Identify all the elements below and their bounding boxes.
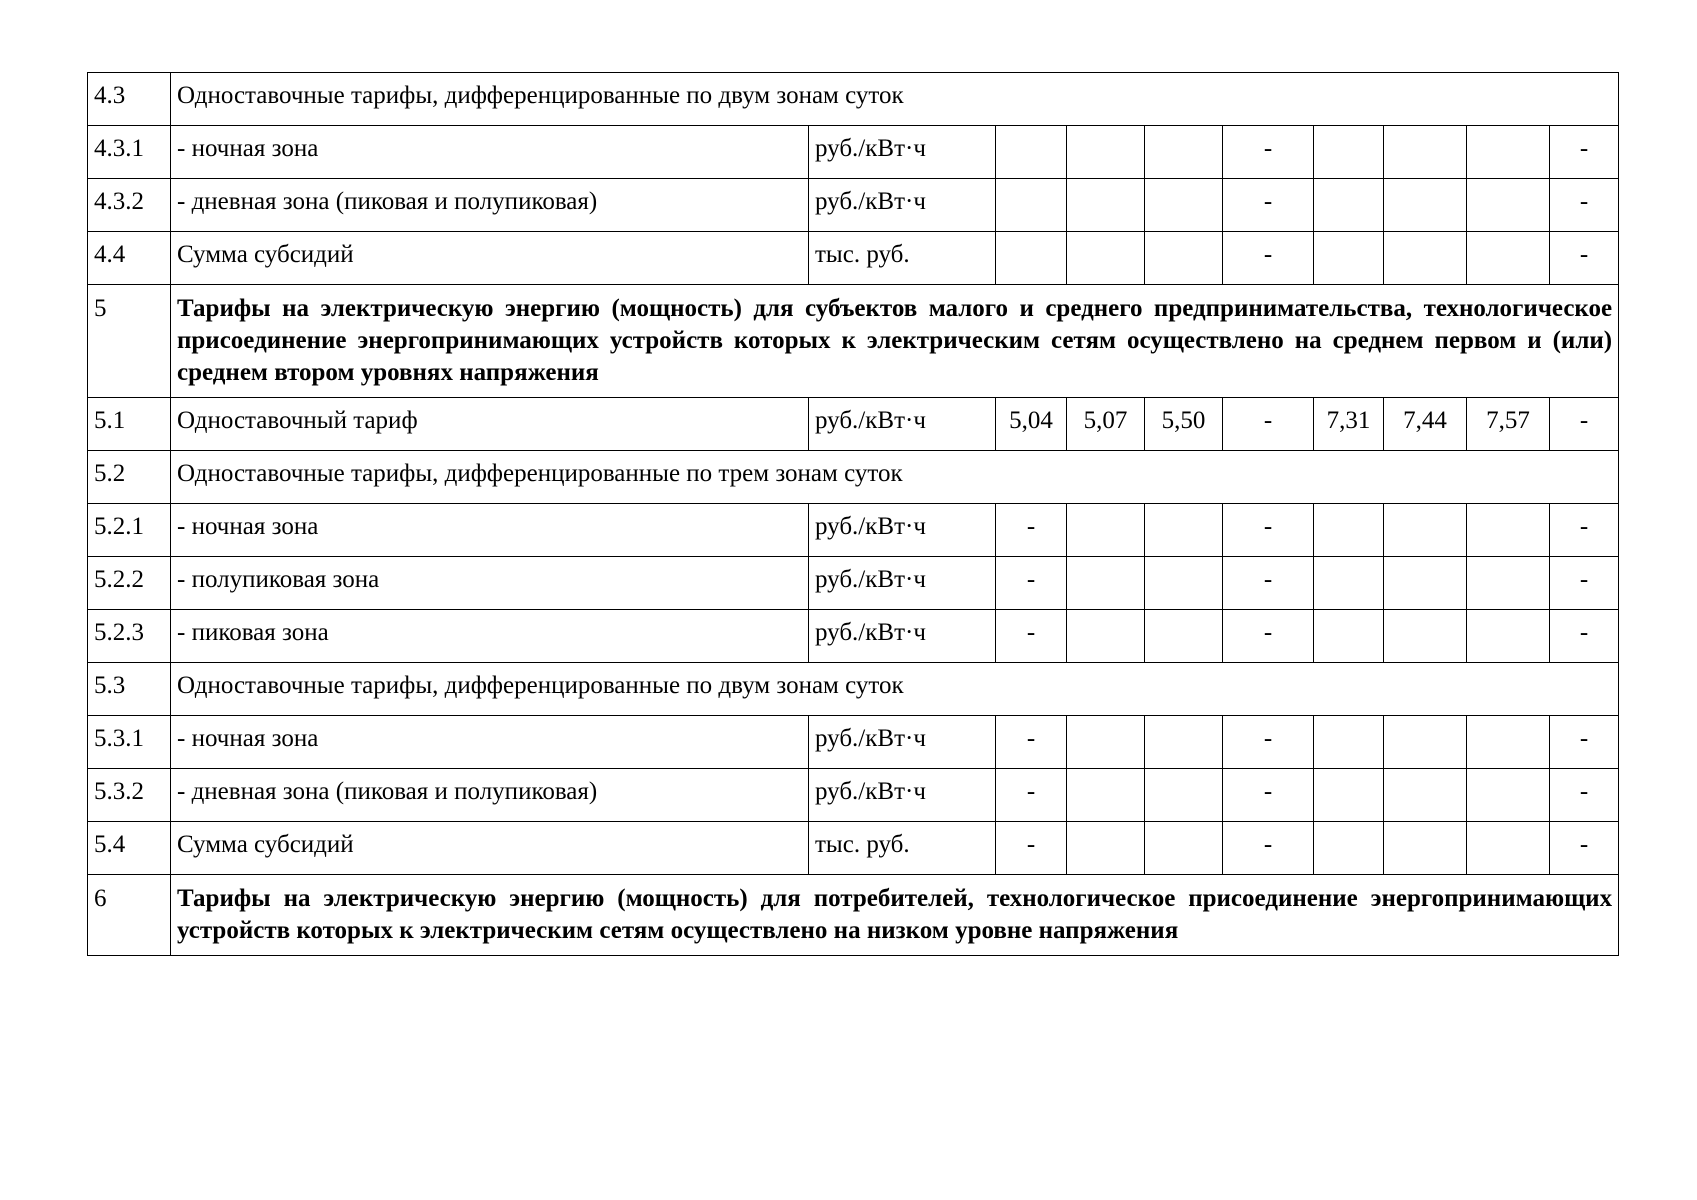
tariff-value-cell — [1384, 232, 1467, 285]
table-row — [88, 504, 1619, 557]
tariff-value-cell: - — [1550, 822, 1619, 875]
row-name: - дневная зона (пиковая и полупиковая) — [171, 769, 809, 822]
tariff-table — [87, 72, 1619, 956]
tariff-value-cell: 7,31 — [1314, 398, 1384, 451]
tariff-value-cell — [1145, 716, 1223, 769]
tariff-value-cell: - — [1223, 822, 1314, 875]
row-unit: руб./кВт·ч — [809, 179, 996, 232]
row-unit: руб./кВт·ч — [809, 126, 996, 179]
tariff-value-cell: - — [1223, 504, 1314, 557]
tariff-table-body — [88, 73, 1619, 956]
group-title: Одноставочные тарифы, дифференцированные по двум зонам суток — [171, 73, 1619, 126]
tariff-value-cell — [1067, 610, 1145, 663]
row-number: 5.1 — [88, 398, 171, 451]
tariff-value-cell — [996, 126, 1067, 179]
tariff-value-cell — [1314, 557, 1384, 610]
tariff-value-cell — [1314, 610, 1384, 663]
document-page — [87, 72, 1618, 956]
tariff-value-cell — [1067, 232, 1145, 285]
section-title: Тарифы на электрическую энергию (мощность) для субъектов малого и среднего предпринимательства, технологическое присоединение энергопринимающих устройств которых к электрическим сетям осуществлено на среднем первом и (или) среднем втором уровнях напряжения — [171, 285, 1619, 398]
tariff-value-cell — [1314, 769, 1384, 822]
tariff-value-cell — [1067, 716, 1145, 769]
tariff-value-cell — [1145, 557, 1223, 610]
group-row — [88, 451, 1619, 504]
row-number: 5 — [88, 285, 171, 398]
tariff-value-cell: - — [1550, 769, 1619, 822]
tariff-value-cell — [1067, 769, 1145, 822]
tariff-value-cell: 5,07 — [1067, 398, 1145, 451]
tariff-value-cell: - — [1550, 126, 1619, 179]
group-title: Одноставочные тарифы, дифференцированные по трем зонам суток — [171, 451, 1619, 504]
tariff-value-cell: 5,50 — [1145, 398, 1223, 451]
tariff-value-cell — [1467, 610, 1550, 663]
tariff-value-cell: - — [996, 716, 1067, 769]
tariff-value-cell: - — [1223, 126, 1314, 179]
row-unit: тыс. руб. — [809, 822, 996, 875]
tariff-value-cell — [1467, 557, 1550, 610]
tariff-value-cell: - — [1223, 557, 1314, 610]
tariff-value-cell: 7,57 — [1467, 398, 1550, 451]
tariff-value-cell: - — [1550, 179, 1619, 232]
group-title: Одноставочные тарифы, дифференцированные по двум зонам суток — [171, 663, 1619, 716]
row-name: Сумма субсидий — [171, 822, 809, 875]
row-number: 4.3 — [88, 73, 171, 126]
tariff-value-cell — [1314, 716, 1384, 769]
tariff-value-cell — [1467, 822, 1550, 875]
tariff-value-cell — [1314, 232, 1384, 285]
table-row — [88, 716, 1619, 769]
row-number: 4.3.1 — [88, 126, 171, 179]
tariff-value-cell — [1314, 822, 1384, 875]
tariff-value-cell — [1467, 126, 1550, 179]
tariff-value-cell — [1467, 769, 1550, 822]
tariff-value-cell — [1145, 179, 1223, 232]
tariff-value-cell: - — [1223, 232, 1314, 285]
tariff-value-cell — [1314, 179, 1384, 232]
tariff-value-cell — [1067, 504, 1145, 557]
tariff-value-cell: - — [996, 557, 1067, 610]
row-number: 5.2.3 — [88, 610, 171, 663]
row-unit: руб./кВт·ч — [809, 610, 996, 663]
group-row — [88, 663, 1619, 716]
row-number: 5.2.1 — [88, 504, 171, 557]
tariff-value-cell: - — [1223, 610, 1314, 663]
row-number: 6 — [88, 875, 171, 956]
row-name: - дневная зона (пиковая и полупиковая) — [171, 179, 809, 232]
row-unit: руб./кВт·ч — [809, 769, 996, 822]
section-header-row — [88, 875, 1619, 956]
tariff-value-cell — [1384, 557, 1467, 610]
row-name: Сумма субсидий — [171, 232, 809, 285]
tariff-value-cell: - — [1223, 179, 1314, 232]
tariff-value-cell — [1384, 610, 1467, 663]
tariff-value-cell — [1145, 769, 1223, 822]
tariff-value-cell — [1384, 126, 1467, 179]
row-name: - пиковая зона — [171, 610, 809, 663]
tariff-value-cell — [1384, 769, 1467, 822]
tariff-value-cell: - — [1550, 610, 1619, 663]
tariff-value-cell — [1384, 504, 1467, 557]
tariff-value-cell — [1314, 504, 1384, 557]
tariff-value-cell — [996, 232, 1067, 285]
row-unit: тыс. руб. — [809, 232, 996, 285]
tariff-value-cell — [1467, 504, 1550, 557]
row-unit: руб./кВт·ч — [809, 504, 996, 557]
tariff-value-cell: - — [1550, 716, 1619, 769]
table-row — [88, 610, 1619, 663]
tariff-value-cell — [1067, 822, 1145, 875]
section-header-row — [88, 285, 1619, 398]
table-row — [88, 179, 1619, 232]
row-name: Одноставочный тариф — [171, 398, 809, 451]
tariff-value-cell: - — [996, 822, 1067, 875]
row-number: 5.2.2 — [88, 557, 171, 610]
tariff-value-cell — [1384, 179, 1467, 232]
tariff-value-cell — [1145, 822, 1223, 875]
tariff-value-cell — [1067, 557, 1145, 610]
row-name: - ночная зона — [171, 716, 809, 769]
tariff-value-cell: 7,44 — [1384, 398, 1467, 451]
tariff-value-cell: - — [996, 610, 1067, 663]
tariff-value-cell — [1067, 179, 1145, 232]
tariff-value-cell — [1467, 232, 1550, 285]
tariff-value-cell — [1145, 126, 1223, 179]
tariff-value-cell — [1467, 716, 1550, 769]
tariff-value-cell: - — [1223, 769, 1314, 822]
tariff-value-cell: - — [1550, 557, 1619, 610]
tariff-value-cell — [1384, 716, 1467, 769]
tariff-value-cell — [1145, 610, 1223, 663]
group-row — [88, 73, 1619, 126]
row-number: 5.4 — [88, 822, 171, 875]
table-row — [88, 557, 1619, 610]
row-name: - ночная зона — [171, 126, 809, 179]
tariff-value-cell — [1384, 822, 1467, 875]
tariff-value-cell — [1067, 126, 1145, 179]
tariff-value-cell: - — [996, 504, 1067, 557]
row-name: - ночная зона — [171, 504, 809, 557]
tariff-value-cell: - — [996, 769, 1067, 822]
row-number: 5.3.2 — [88, 769, 171, 822]
row-number: 5.2 — [88, 451, 171, 504]
tariff-value-cell: - — [1223, 716, 1314, 769]
tariff-value-cell: - — [1223, 398, 1314, 451]
row-unit: руб./кВт·ч — [809, 557, 996, 610]
section-title: Тарифы на электрическую энергию (мощность) для потребителей, технологическое присоединение энергопринимающих устройств которых к электрическим сетям осуществлено на низком уровне напряжения — [171, 875, 1619, 956]
row-number: 5.3 — [88, 663, 171, 716]
table-row — [88, 232, 1619, 285]
row-unit: руб./кВт·ч — [809, 716, 996, 769]
row-number: 4.3.2 — [88, 179, 171, 232]
tariff-value-cell: - — [1550, 398, 1619, 451]
tariff-value-cell: 5,04 — [996, 398, 1067, 451]
tariff-value-cell — [1145, 504, 1223, 557]
row-name: - полупиковая зона — [171, 557, 809, 610]
table-row — [88, 126, 1619, 179]
tariff-value-cell — [1314, 126, 1384, 179]
row-unit: руб./кВт·ч — [809, 398, 996, 451]
tariff-value-cell — [1145, 232, 1223, 285]
row-number: 4.4 — [88, 232, 171, 285]
table-row — [88, 822, 1619, 875]
tariff-value-cell — [1467, 179, 1550, 232]
row-number: 5.3.1 — [88, 716, 171, 769]
table-row — [88, 769, 1619, 822]
tariff-value-cell: - — [1550, 504, 1619, 557]
tariff-value-cell — [996, 179, 1067, 232]
table-row — [88, 398, 1619, 451]
tariff-value-cell: - — [1550, 232, 1619, 285]
